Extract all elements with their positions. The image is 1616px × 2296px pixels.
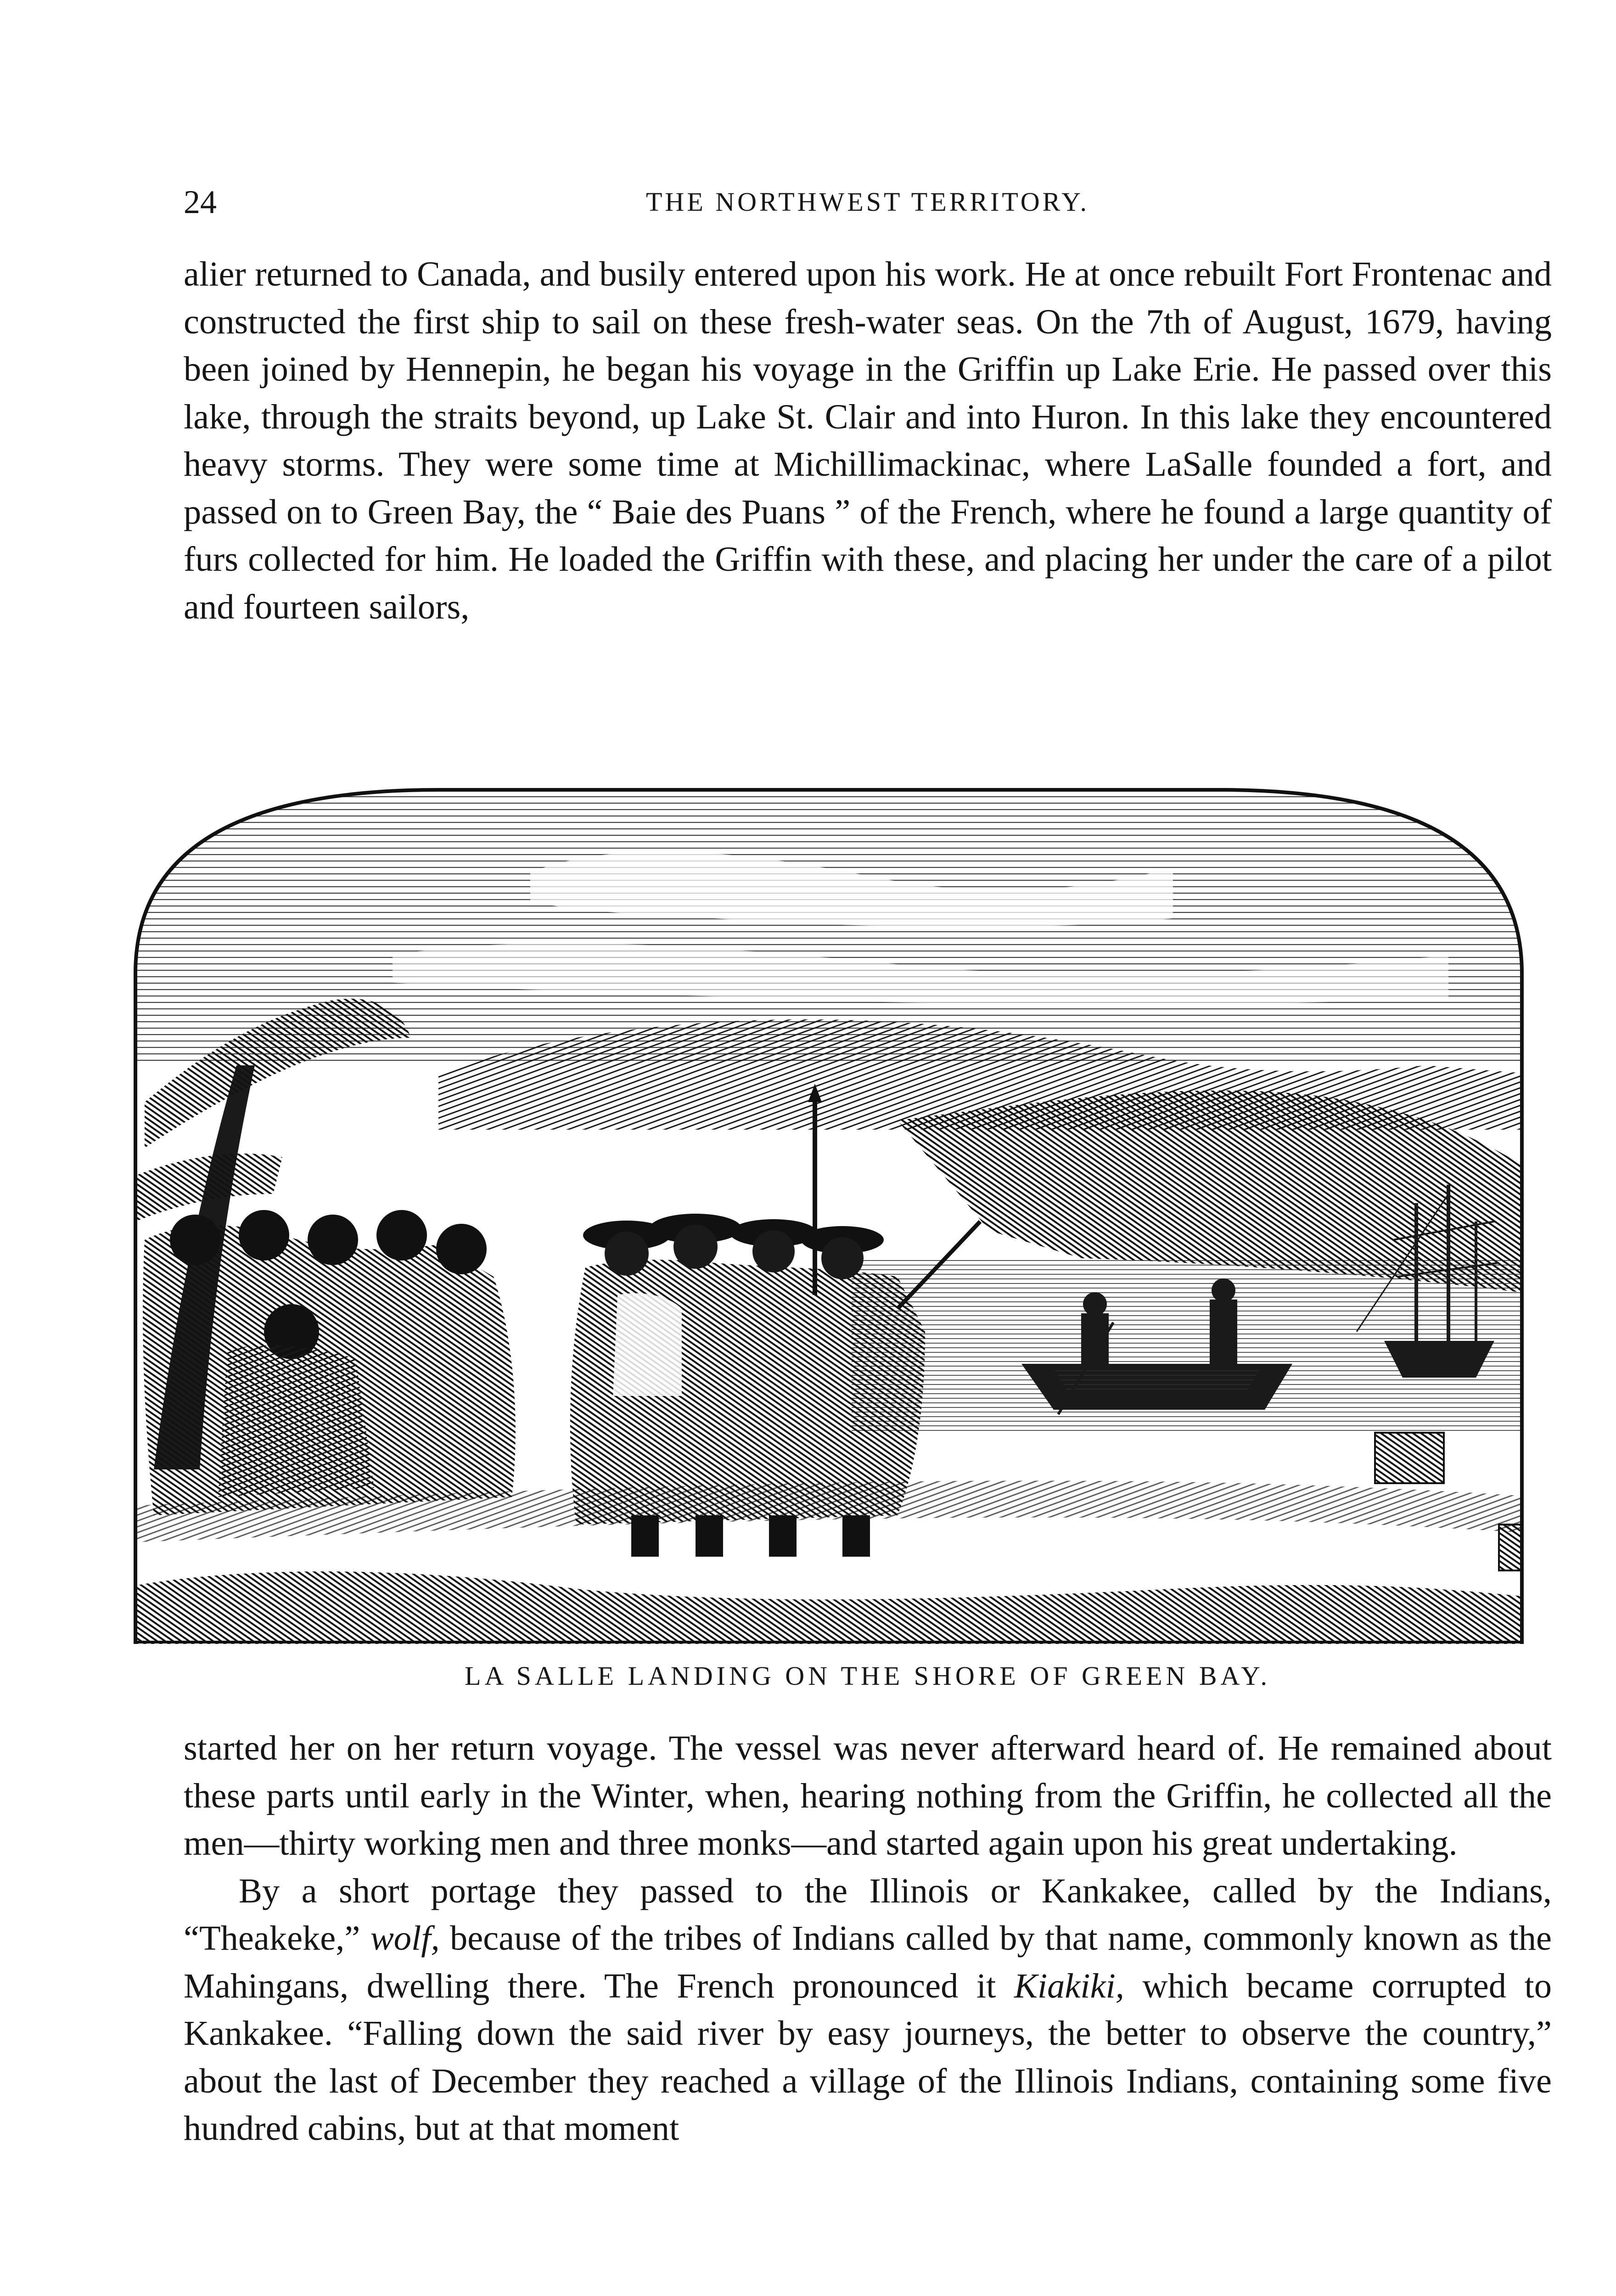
paragraph-portage xyxy=(184,1867,1552,2152)
paragraph-return-voyage: started her on her return voyage. The vessel was never afterward heard of. He remained about these parts until early in the Winter, when, hearing nothing from the Griffin, he collected all the men—thirty working men and three monks—and started again upon his great undertaking. xyxy=(184,1728,1552,1863)
group-of-natives xyxy=(143,1210,516,1515)
engraving-scene xyxy=(117,781,1540,1644)
page-number: 24 xyxy=(184,184,217,220)
italic-word-kiakiki: Kiakiki, xyxy=(1014,1966,1124,2005)
italic-word-wolf: wolf, xyxy=(370,1919,440,1958)
text-run: By a short portage they passed to the Illinois or Kankakee, called by the Indians, “Theakeke,” xyxy=(184,1871,1552,1958)
text-run: because of the tribes of Indians called by that name, commonly known as the Mahingans, dwelling there. The French pronounced it xyxy=(184,1919,1552,2005)
paragraph-continued: alier returned to Canada, and busily entered upon his work. He at once rebuilt Fort Frontenac and constructed the first ship to sail on these fresh-water seas. On the 7th of August, 1679, having been joined by Hennepin, he began his voyage in the Griffin up Lake Erie. He passed over this lake, through the straits beyond, up Lake St. Clair and into Huron. In this lake they encountered heavy storms. They were some time at Michillimackinac, where LaSalle founded a fort, and passed on to Green Bay, the “ Baie des Puans ” of the French, where he found a large quantity of furs collected for him. He loaded the Griffin with these, and placing her under the care of a pilot and fourteen sailors, xyxy=(184,254,1552,626)
running-title: THE NORTHWEST TERRITORY. xyxy=(646,187,1089,217)
text-run: which became corrupted to Kankakee. “Falling down the said river by easy journeys, the better to observe the country,” about the last of December they reached a village of the Illinois Indians, containing some five hundred cabins, but at that moment xyxy=(184,1966,1552,2148)
figure-caption: LA SALLE LANDING ON THE SHORE OF GREEN BAY. xyxy=(465,1661,1271,1691)
body-text-top xyxy=(184,250,1552,630)
body-text-bottom xyxy=(184,1724,1552,2152)
engraving-illustration xyxy=(117,781,1540,1644)
running-head xyxy=(184,184,1552,220)
